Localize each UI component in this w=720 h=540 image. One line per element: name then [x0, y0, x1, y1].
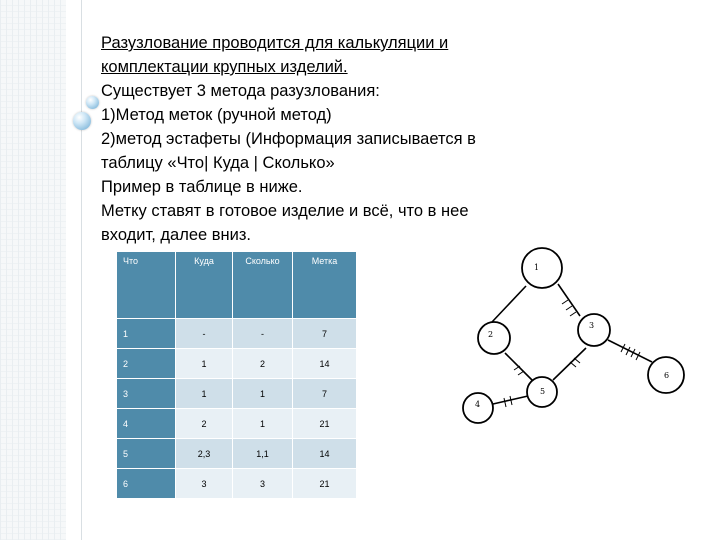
table-cell: 1 [233, 379, 293, 409]
table-header: Куда [176, 252, 233, 319]
tree-graph [430, 238, 690, 438]
graph-edge [492, 286, 526, 322]
node-label: 5 [540, 387, 546, 396]
table-header: Что [117, 252, 176, 319]
graph-node [522, 248, 562, 288]
table-cell: 3 [117, 379, 176, 409]
text-line: Разузлование проводится для калькуляции и [101, 34, 449, 52]
bubble-icon [86, 96, 99, 109]
table-cell: 1 [117, 319, 176, 349]
table-row [117, 469, 357, 499]
table-cell: - [176, 319, 233, 349]
table-cell: 21 [293, 409, 357, 439]
table-cell: 7 [293, 319, 357, 349]
table-cell: 1,1 [233, 439, 293, 469]
table-cell: 2 [176, 409, 233, 439]
table-cell: 7 [293, 379, 357, 409]
table-cell: 1 [233, 409, 293, 439]
node-label: 4 [475, 400, 481, 409]
table-row [117, 379, 357, 409]
node-label: 1 [534, 263, 540, 272]
table-row [117, 319, 357, 349]
graph-edge [558, 284, 580, 316]
text-line: Существует 3 метода разузлования: [101, 82, 380, 100]
table-cell: 14 [293, 349, 357, 379]
table-row [117, 349, 357, 379]
table-header: Метка [293, 252, 357, 319]
table-cell: 3 [176, 469, 233, 499]
table-cell: 2 [117, 349, 176, 379]
text-line: таблицу «Что| Куда | Сколько» [101, 154, 335, 172]
text-line: входит, далее вниз. [101, 226, 251, 244]
table-cell: 14 [293, 439, 357, 469]
table-cell: 2 [233, 349, 293, 379]
table-cell: 1 [176, 379, 233, 409]
table-cell: 1 [176, 349, 233, 379]
decorative-strip [0, 0, 66, 540]
table-cell: 2,3 [176, 439, 233, 469]
graph-edge [608, 340, 652, 362]
table-cell: 3 [233, 469, 293, 499]
table-cell: 4 [117, 409, 176, 439]
graph-node [578, 314, 610, 346]
table-header: Сколько [233, 252, 293, 319]
table-cell: 5 [117, 439, 176, 469]
text-line: Метку ставят в готовое изделие и всё, что в нее [101, 202, 469, 220]
slide-text [101, 31, 521, 247]
strip-divider [81, 0, 82, 540]
table-cell: 21 [293, 469, 357, 499]
table-row [117, 409, 357, 439]
node-label: 6 [664, 371, 670, 380]
table-cell: - [233, 319, 293, 349]
text-line: комплектации крупных изделий. [101, 58, 348, 76]
node-label: 3 [589, 321, 595, 330]
text-line: Пример в таблице в ниже. [101, 178, 303, 196]
text-line: 2)метод эстафеты (Информация записывается в [101, 130, 476, 148]
graph-node [478, 322, 510, 354]
table-row [117, 439, 357, 469]
node-label: 2 [488, 330, 494, 339]
table-header-row [117, 252, 357, 319]
bubble-icon [73, 112, 91, 130]
relay-table [116, 251, 357, 499]
table-cell: 6 [117, 469, 176, 499]
graph-edge [553, 348, 586, 380]
text-line: 1)Метод меток (ручной метод) [101, 106, 332, 124]
